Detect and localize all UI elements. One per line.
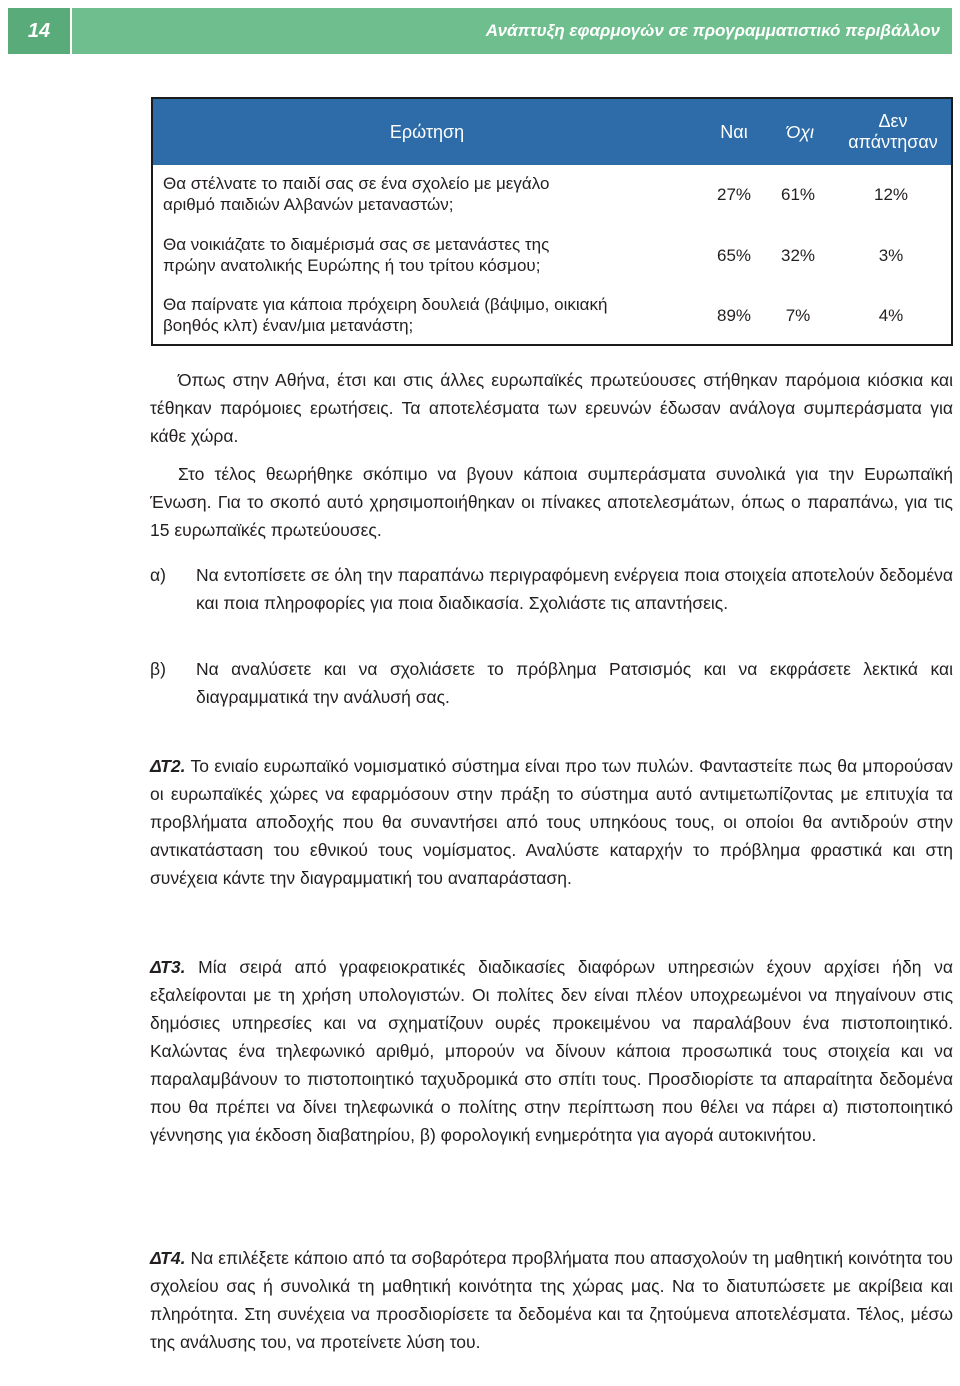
item-label-a: α) bbox=[150, 565, 166, 585]
exercise-label: ΔΤ3. bbox=[150, 957, 186, 977]
exercise-text: Μία σειρά από γραφειοκρατικές διαδικασίες διαφόρων υπηρεσιών έχουν αρχίσει ήδη να εξαλείφονται με τη χρήση υπολογιστών. Οι πολίτες δεν είναι πλέον υποχρεωμένοι να πηγαίνουν στις δημόσιες υπηρεσίες και να σχηματίζουν ουρές προκειμένου να παραλάβουν ένα πιστοποιητικό. Καλώντας ένα τηλεφωνικό αριθμό, μπορούν να δίνουν κάποια προσωπικά τους στοιχεία και να παραλαμβάνουν το πιστοποιητικό ταχυδρομικά στο σπίτι τους. Προσδιορίστε τα απαραίτητα δεδομένα που θα πρέπει να δίνει τηλεφωνικά ο πολίτης στην περίπτωση που θέλει να πάρει α) πιστοποιητικό γέννησης για έκδοση διαβατηρίου, β) φορολογική ενημερότητα για αγορά αυτοκινήτου. bbox=[150, 957, 953, 1145]
value-no-answer: 3% bbox=[878, 246, 904, 265]
exercise-item-b: Να αναλύσετε και να σχολιάσετε το πρόβλημα Ρατσισμός και να εκφράσετε λεκτικά και διαγραμματικά την ανάλυσή σας. bbox=[196, 659, 953, 707]
question-line: Θα παίρνατε για κάποια πρόχειρη δουλειά (βάψιμο, οικιακή bbox=[163, 295, 608, 314]
exercise-text: Το ενιαίο ευρωπαϊκό νομισματικό σύστημα είναι προ των πυλών. Φανταστείτε πως θα μπορούσαν οι ευρωπαϊκές χώρες να εφαρμόσουν στην πράξη το σύστημα αυτό αντιμετωπίζοντας με επιτυχία τα προβλήματα αποδοχής που θα συναντήσει από τους υπηκόους τους, οι οποίοι θα αντιδρούν στην αντικατάσταση του εθνικού τους νομίσματος. Αναλύστε καταρχήν το πρόβλημα φραστικά και στη συνέχεια κάντε την διαγραμματική του αναπαράσταση. bbox=[150, 756, 953, 888]
column-header-question: Ερώτηση bbox=[389, 122, 465, 142]
exercise-dt3 bbox=[150, 953, 953, 1149]
column-header-no-answer-line1: Δεν bbox=[878, 111, 908, 131]
survey-table bbox=[151, 97, 953, 346]
value-no: 32% bbox=[780, 246, 816, 265]
item-label-b: β) bbox=[150, 659, 166, 679]
paragraph: Στο τέλος θεωρήθηκε σκόπιμο να βγουν κάποια συμπεράσματα συνολικά για την Ευρωπαϊκή Ένωση. Για το σκοπό αυτό χρησιμοποιήθηκαν οι πίνακες αποτελεσμάτων, όπως ο παραπάνω, για τις 15 ευρωπαϊκές πρωτεύουσες. bbox=[150, 464, 953, 540]
column-header-no: Όχι bbox=[785, 122, 815, 142]
question-text bbox=[163, 294, 703, 336]
question-text bbox=[163, 234, 703, 276]
paragraph: Όπως στην Αθήνα, έτσι και στις άλλες ευρωπαϊκές πρωτεύουσες στήθηκαν παρόμοια κιόσκια και τέθηκαν παρόμοιες ερωτήσεις. Τα αποτελέσματα των ερευνών έδωσαν ανάλογα συμπεράσματα για κάθε χώρα. bbox=[150, 370, 953, 446]
column-header-no-answer bbox=[843, 111, 943, 153]
column-header-yes: Ναι bbox=[720, 122, 748, 142]
column-header-no-answer-line2: απάντησαν bbox=[848, 132, 938, 152]
running-title: Ανάπτυξη εφαρμογών σε προγραμματιστικό περιβάλλον bbox=[485, 21, 940, 40]
page-number: 14 bbox=[8, 8, 72, 54]
table-row bbox=[153, 234, 951, 295]
question-line: Θα στέλνατε το παιδί σας σε ένα σχολείο με μεγάλο bbox=[163, 174, 550, 193]
exercise-item-a: Να εντοπίσετε σε όλη την παραπάνω περιγραφόμενη ενέργεια ποια στοιχεία αποτελούν δεδομένα και ποια πληροφορίες για ποια διαδικασία. Σχολιάστε τις απαντήσεις. bbox=[196, 565, 953, 613]
question-text bbox=[163, 173, 703, 215]
value-yes: 65% bbox=[716, 246, 752, 265]
value-no: 7% bbox=[785, 306, 811, 325]
question-line: πρώην ανατολικής Ευρώπης ή του τρίτου κόσμου; bbox=[163, 256, 541, 275]
exercise-dt2 bbox=[150, 752, 953, 892]
value-no-answer: 12% bbox=[873, 185, 909, 204]
exercise-label: ΔΤ2. bbox=[150, 756, 186, 776]
question-line: Θα νοικιάζατε το διαμέρισμά σας σε μετανάστες της bbox=[163, 235, 550, 254]
value-no: 61% bbox=[780, 185, 816, 204]
question-line: αριθμό παιδιών Αλβανών μεταναστών; bbox=[163, 195, 454, 214]
question-line: βοηθός κλπ) έναν/μια μετανάστη; bbox=[163, 316, 414, 335]
page-header bbox=[8, 8, 952, 54]
table-row bbox=[153, 294, 951, 355]
value-yes: 27% bbox=[716, 185, 752, 204]
value-yes: 89% bbox=[716, 306, 752, 325]
exercise-dt4 bbox=[150, 1244, 953, 1356]
table-row bbox=[153, 173, 951, 234]
exercise-text: Να επιλέξετε κάποιο από τα σοβαρότερα προβλήματα που απασχολούν τη μαθητική κοινότητα του σχολείου σας ή συνολικά τη μαθητική κοινότητα της χώρας μας. Να το διατυπώσετε με ακρίβεια και πληρότητα. Στη συνέχεια να προσδιορίσετε τα δεδομένα και τα ζητούμενα αποτελέσματα. Τέλος, μέσω της ανάλυσης του, να προτείνετε λύση του. bbox=[150, 1248, 953, 1352]
value-no-answer: 4% bbox=[878, 306, 904, 325]
survey-table-header bbox=[153, 99, 951, 165]
exercise-label: ΔΤ4. bbox=[150, 1248, 186, 1268]
